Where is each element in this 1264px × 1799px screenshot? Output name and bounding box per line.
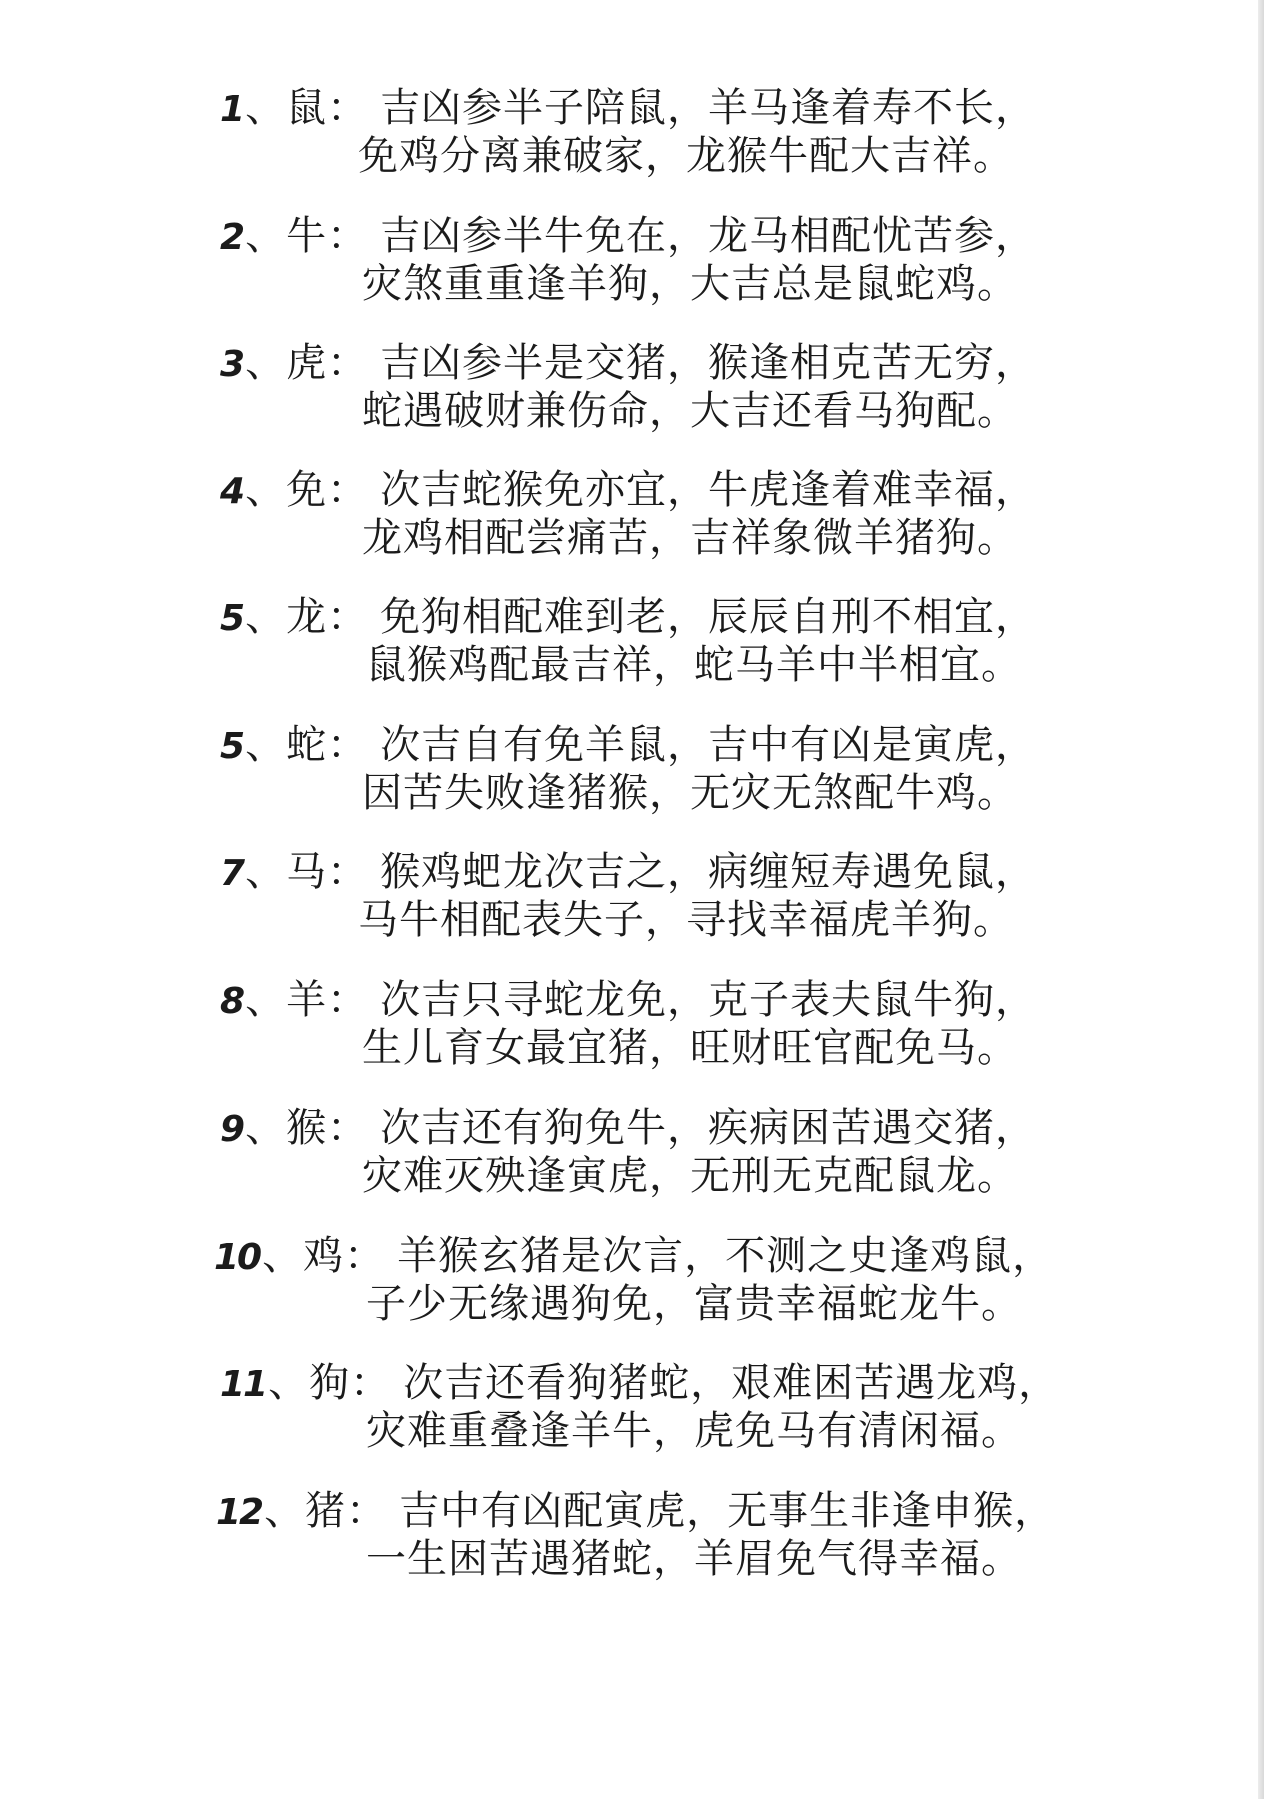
verse-number: 10 [214, 1237, 261, 1278]
separator: 、 [245, 467, 287, 513]
verse-number: 12 [216, 1492, 263, 1533]
colon: ： [344, 1233, 386, 1279]
verse-number: 9 [220, 1109, 244, 1150]
separator: 、 [245, 340, 287, 386]
colon: ： [327, 849, 369, 895]
verse-text: 吉中有凶配寅虎，无事生非逢申猴， [399, 1488, 1056, 1534]
colon: ： [327, 977, 369, 1023]
separator: 、 [245, 594, 287, 640]
separator: 、 [245, 213, 287, 259]
separator: 、 [245, 849, 287, 895]
zodiac-animal: 马 [286, 849, 328, 895]
separator: 、 [245, 85, 287, 131]
verse-line-1 [220, 83, 1036, 135]
verse-line-1 [220, 847, 1036, 899]
verse-line-1 [214, 1231, 1053, 1283]
verse-text: 免狗相配难到老，辰辰自刑不相宜， [380, 594, 1037, 640]
zodiac-animal: 虎 [286, 340, 328, 386]
verse-entry [0, 211, 1264, 341]
verse-entry [0, 465, 1264, 595]
verse-text: 羊猴玄猪是次言，不测之史逢鸡鼠， [397, 1233, 1054, 1279]
colon: ： [327, 467, 369, 513]
verse-entry [0, 83, 1264, 213]
verse-entry [0, 847, 1264, 977]
colon: ： [327, 85, 369, 131]
zodiac-animal: 猴 [286, 1105, 328, 1151]
verse-number: 4 [220, 471, 244, 512]
verse-entry [0, 1358, 1264, 1488]
verse-number: 8 [220, 981, 244, 1022]
verse-line-2: 灾煞重重逢羊狗，大吉总是鼠蛇鸡。 [362, 261, 1018, 307]
zodiac-animal: 狗 [309, 1360, 351, 1406]
verse-line-1 [220, 720, 1036, 772]
verse-line-1 [216, 1486, 1055, 1538]
verse-text: 吉凶参半牛免在，龙马相配忧苦参， [380, 213, 1037, 259]
verse-line-1 [220, 338, 1036, 390]
verse-line-2: 一生困苦遇猪蛇，羊眉免气得幸福。 [366, 1536, 1022, 1582]
zodiac-animal: 鼠 [286, 85, 328, 131]
verse-line-2: 免鸡分离兼破家，龙猴牛配大吉祥。 [358, 133, 1014, 179]
zodiac-animal: 羊 [286, 977, 328, 1023]
page-edge-shadow [1258, 0, 1264, 1799]
verse-text: 猴鸡蚆龙次吉之，病缠短寿遇免鼠， [380, 849, 1037, 895]
verse-line-1 [220, 1358, 1059, 1410]
verse-line-1 [220, 592, 1036, 644]
verse-text: 吉凶参半是交猪，猴逢相克苦无穷， [380, 340, 1037, 386]
verse-text: 次吉蛇猴免亦宜，牛虎逢着难幸福， [380, 467, 1037, 513]
zodiac-animal: 鸡 [303, 1233, 345, 1279]
zodiac-animal: 免 [286, 467, 328, 513]
zodiac-animal: 蛇 [286, 722, 328, 768]
verse-number: 5 [220, 598, 244, 639]
verse-line-2: 龙鸡相配尝痛苦，吉祥象微羊猪狗。 [362, 515, 1018, 561]
zodiac-animal: 牛 [286, 213, 328, 259]
verse-line-2: 马牛相配表失子，寻找幸福虎羊狗。 [358, 897, 1014, 943]
separator: 、 [268, 1360, 310, 1406]
zodiac-animal: 猪 [305, 1488, 347, 1534]
colon: ： [327, 340, 369, 386]
verse-number: 5 [220, 726, 244, 767]
verse-line-1 [220, 1103, 1036, 1155]
verse-number: 2 [220, 217, 244, 258]
verse-line-2: 因苦失败逢猪猴，无灾无煞配牛鸡。 [362, 770, 1018, 816]
verse-entry [0, 720, 1264, 850]
verse-number: 3 [220, 344, 244, 385]
verse-line-1 [220, 211, 1036, 263]
colon: ： [327, 1105, 369, 1151]
verse-text: 次吉自有免羊鼠，吉中有凶是寅虎， [380, 722, 1037, 768]
verse-number: 11 [220, 1364, 267, 1405]
separator: 、 [264, 1488, 306, 1534]
verse-line-2: 灾难灭殃逢寅虎，无刑无克配鼠龙。 [362, 1153, 1018, 1199]
verse-entry [0, 1103, 1264, 1233]
separator: 、 [262, 1233, 304, 1279]
verse-entry [0, 975, 1264, 1105]
verse-line-2: 生儿育女最宜猪，旺财旺官配免马。 [362, 1025, 1018, 1071]
verse-text: 次吉还有狗免牛，疾病困苦遇交猪， [380, 1105, 1037, 1151]
colon: ： [350, 1360, 392, 1406]
verse-number: 7 [220, 853, 244, 894]
colon: ： [327, 722, 369, 768]
verse-entry [0, 1231, 1264, 1361]
verse-entry [0, 338, 1264, 468]
verse-entry [0, 592, 1264, 722]
colon: ： [346, 1488, 388, 1534]
verse-text: 吉凶参半子陪鼠，羊马逢着寿不长， [380, 85, 1037, 131]
separator: 、 [245, 977, 287, 1023]
separator: 、 [245, 1105, 287, 1151]
verse-line-2: 鼠猴鸡配最吉祥，蛇马羊中半相宜。 [366, 642, 1022, 688]
zodiac-animal: 龙 [286, 594, 328, 640]
colon: ： [327, 213, 369, 259]
verse-line-2: 蛇遇破财兼伤命，大吉还看马狗配。 [362, 388, 1018, 434]
verse-text: 次吉只寻蛇龙免，克子表夫鼠牛狗， [380, 977, 1037, 1023]
verse-line-1 [220, 465, 1036, 517]
verse-line-1 [220, 975, 1036, 1027]
colon: ： [327, 594, 369, 640]
verse-line-2: 子少无缘遇狗免，富贵幸福蛇龙牛。 [366, 1281, 1022, 1327]
verse-text: 次吉还看狗猪蛇，艰难困苦遇龙鸡， [403, 1360, 1060, 1406]
verse-entry [0, 1486, 1264, 1616]
verse-line-2: 灾难重叠逢羊牛，虎免马有清闲福。 [366, 1408, 1022, 1454]
separator: 、 [245, 722, 287, 768]
verse-number: 1 [220, 89, 244, 130]
